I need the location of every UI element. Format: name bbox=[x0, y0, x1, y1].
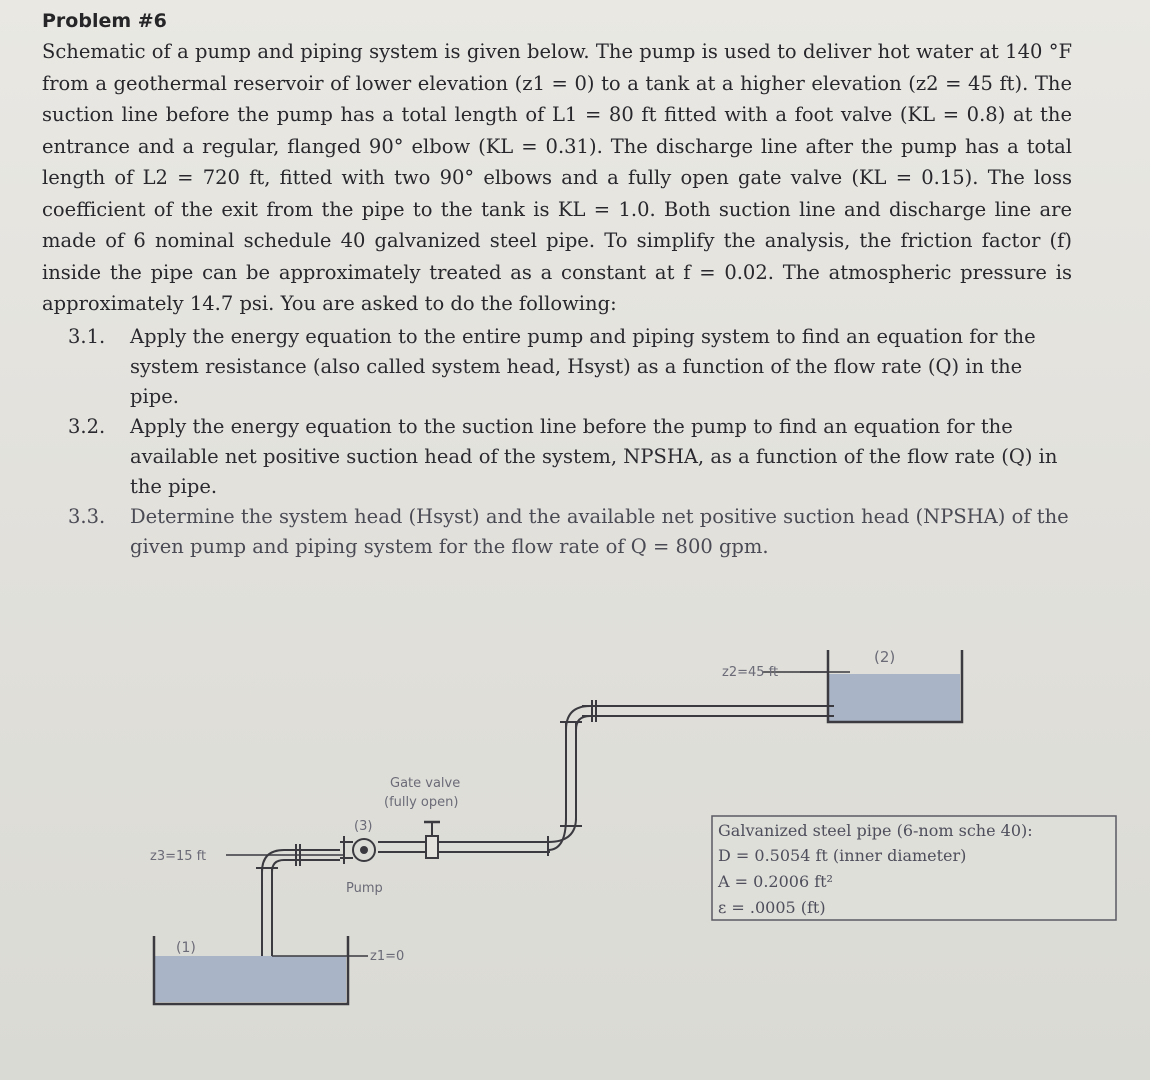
pump-label: Pump bbox=[346, 881, 383, 896]
z3-label: z3=15 ft bbox=[150, 849, 207, 864]
pipe-info-box bbox=[712, 816, 1116, 920]
lower-reservoir bbox=[154, 936, 404, 1004]
z1-label: z1=0 bbox=[370, 949, 405, 964]
task-number: 3.3. bbox=[68, 504, 106, 528]
point-3-label: (3) bbox=[354, 819, 373, 834]
task-text: Determine the system head (Hsyst) and the available net positive suction head (NPSHA) of the given pump and piping system for the flow rate of Q = 800 gpm. bbox=[130, 504, 1069, 558]
gate-valve-label: Gate valve bbox=[390, 776, 461, 791]
upper-tank bbox=[722, 648, 962, 722]
pipe-roughness-label: ε = .0005 (ft) bbox=[718, 898, 826, 917]
pump-impeller bbox=[360, 846, 368, 854]
task-text: Apply the energy equation to the suction line before the pump to find an equation for the available net positive suction head of the system, NPSHA, as a function of the flow rate (Q) in the pipe. bbox=[130, 414, 1058, 498]
pipe-area-label: A = 0.2006 ft² bbox=[718, 872, 833, 891]
pipe-material-label: Galvanized steel pipe (6-nom sche 40): bbox=[718, 821, 1033, 840]
top-elbow bbox=[566, 706, 590, 730]
tank-water bbox=[828, 674, 960, 722]
reservoir-water bbox=[154, 956, 346, 1002]
z2-label: z2=45 ft bbox=[722, 665, 779, 680]
gate-valve-state-label: (fully open) bbox=[384, 795, 459, 810]
gate-valve bbox=[384, 776, 460, 858]
task-number: 3.2. bbox=[68, 414, 106, 438]
problem-title: Problem #6 bbox=[42, 10, 167, 32]
bottom-elbow bbox=[548, 818, 576, 842]
point-1-label: (1) bbox=[176, 940, 196, 956]
problem-statement: Schematic of a pump and piping system is given below. The pump is used to deliver hot water at 140 °F from a geothermal reservoir of lower elevation (z1 = 0) to a tank at a higher elevation (z2 = 45 ft). The suction line before the pump has a total length of L1 = 80 ft fitted with a foot valve (KL = 0.8) at the entrance and a regular, flanged 90° elbow (KL = 0.31). The discharge line after the pump has a total length of L2 = 720 ft, fitted with two 90° elbows and a fully open gate valve (KL = 0.15). The loss coefficient of the exit from the pipe to the tank is KL = 1.0. Both suction line and discharge line are made of 6 nominal schedule 40 galvanized steel pipe. To simplify the analysis, the friction factor (f) inside the pipe can be approximately treated as a constant at f = 0.02. The atmospheric pressure is approximately 14.7 psi. You are asked to do the following: bbox=[42, 40, 1072, 315]
point-2-label: (2) bbox=[874, 648, 896, 666]
task-number: 3.1. bbox=[68, 324, 106, 348]
pipe-diameter-label: D = 0.5054 ft (inner diameter) bbox=[718, 846, 967, 865]
task-text: Apply the energy equation to the entire pump and piping system to find an equation for the system resistance (also called system head, Hsyst) as a function of the flow rate (Q) in the pipe. bbox=[130, 324, 1036, 408]
